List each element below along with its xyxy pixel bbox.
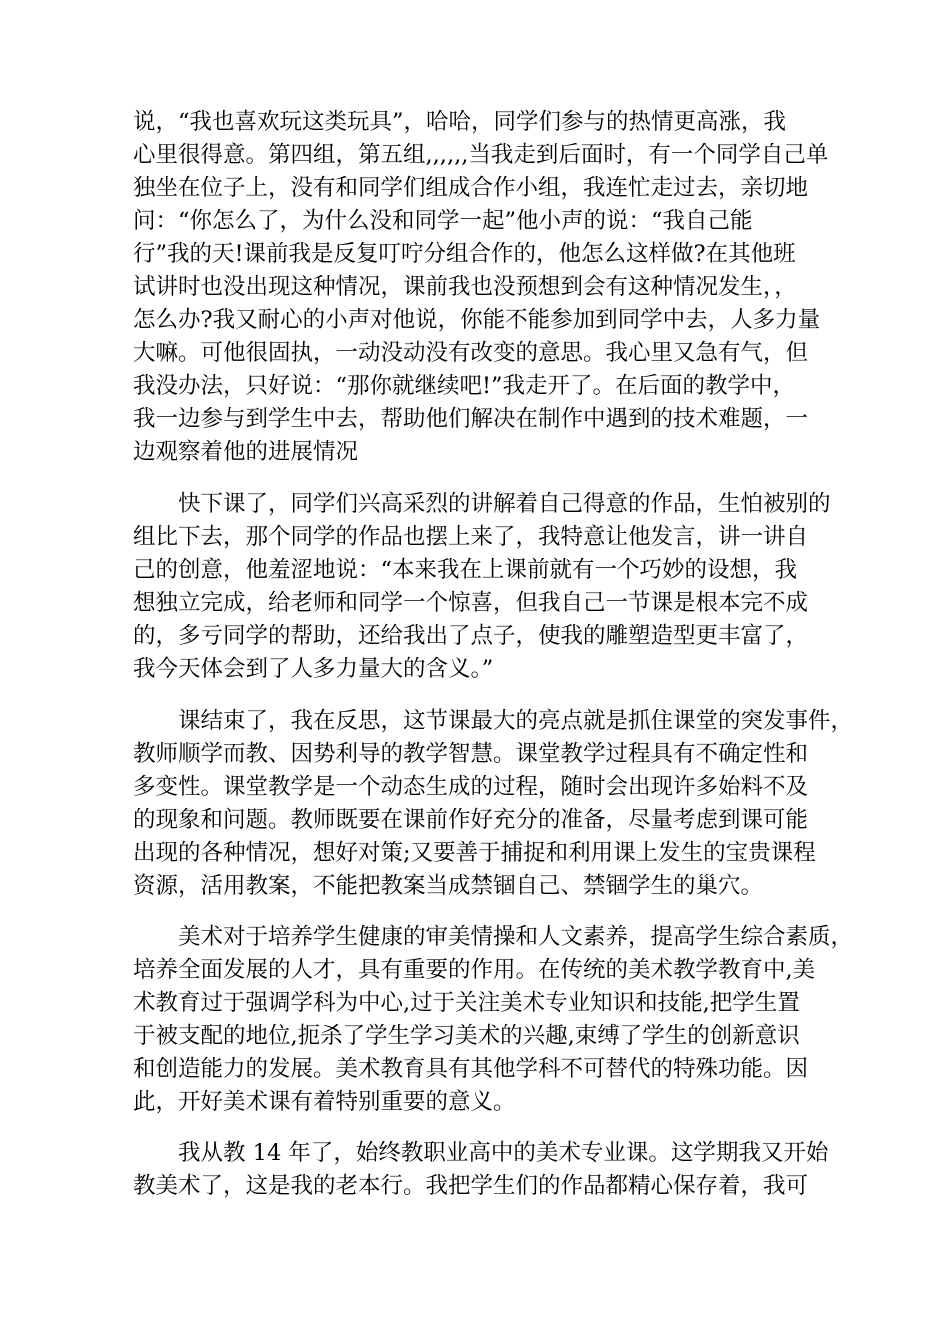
paragraph-line: 我今天体会到了人多力量大的含义。” <box>133 656 494 682</box>
paragraph-line: 我没办法，只好说：“那你就继续吧!”我走开了。在后面的教学中， <box>133 373 796 399</box>
paragraph-line: 多变性。课堂教学是一个动态生成的过程，随时会出现许多始料不及 <box>133 774 809 800</box>
paragraph-line: 试讲时也没出现这种情况，课前我也没预想到会有这种情况发生，， <box>133 274 797 300</box>
paragraph-line: 和创造能力的发展。美术教育具有其他学科不可替代的特殊功能。因 <box>133 1056 809 1082</box>
paragraph-line: 己的创意，他羞涩地说：“本来我在上课前就有一个巧妙的设想，我 <box>133 557 798 583</box>
paragraph-line: 想独立完成，给老师和同学一个惊喜，但我自己一节课是根本完不成 <box>133 590 809 616</box>
paragraph-line: 我一边参与到学生中去，帮助他们解决在制作中遇到的技术难题，一 <box>133 406 809 432</box>
paragraph-line: 课结束了，我在反思，这节课最大的亮点就是抓住课堂的突发事件， <box>178 708 854 734</box>
paragraph-line: 于被支配的地位,扼杀了学生学习美术的兴趣,束缚了学生的创新意识 <box>133 1023 800 1049</box>
paragraph-line: 怎么办?我又耐心的小声对他说，你能不能参加到同学中去，人多力量 <box>133 307 821 333</box>
paragraph-line: 术教育过于强调学科为中心,过于关注美术专业知识和技能,把学生置 <box>133 990 800 1016</box>
paragraph-line: 出现的各种情况，想好对策;又要善于捕捉和利用课上发生的宝贵课程 <box>133 840 816 866</box>
paragraph-2 <box>133 488 833 686</box>
paragraph-line: 的现象和问题。教师既要在课前作好充分的准备，尽量考虑到课可能 <box>133 807 809 833</box>
paragraph-line: 快下课了，同学们兴高采烈的讲解着自己得意的作品，生怕被别的 <box>178 491 831 517</box>
paragraph-line: 边观察着他的进展情况 <box>133 439 359 465</box>
paragraph-4 <box>133 921 854 1119</box>
paragraph-line: 独坐在位子上，没有和同学们组成合作小组，我连忙走过去，亲切地 <box>133 175 809 201</box>
paragraph-5 <box>133 1137 833 1203</box>
paragraph-line: 美术对于培养学生健康的审美情操和人文素养，提高学生综合素质， <box>178 924 854 950</box>
paragraph-line: 行”我的天!课前我是反复叮咛分组合作的，他怎么这样做?在其他班 <box>133 241 796 267</box>
paragraph-line: 我从教 14 年了，始终教职业高中的美术专业课。这学期我又开始 <box>178 1140 829 1166</box>
paragraph-line: 教美术了，这是我的老本行。我把学生们的作品都精心保存着，我可 <box>133 1173 809 1199</box>
paragraph-line: 大嘛。可他很固执，一动没动没有改变的意思。我心里又急有气，但 <box>133 340 809 366</box>
paragraph-line: 说，“我也喜欢玩这类玩具”，哈哈，同学们参与的热情更高涨，我 <box>133 109 787 135</box>
paragraph-line: 心里很得意。第四组，第五组,,,,,,当我走到后面时，有一个同学自己单 <box>133 142 829 168</box>
paragraph-line: 此，开好美术课有着特别重要的意义。 <box>133 1089 516 1115</box>
paragraph-line: 资源，活用教案，不能把教案当成禁锢自己、禁锢学生的巢穴。 <box>133 873 764 899</box>
paragraph-1 <box>133 106 833 469</box>
paragraph-line: 的，多亏同学的帮助，还给我出了点子，使我的雕塑造型更丰富了， <box>133 623 809 649</box>
paragraph-line: 问：“你怎么了，为什么没和同学一起”他小声的说：“我自己能 <box>133 208 753 234</box>
paragraph-3 <box>133 705 854 903</box>
paragraph-line: 组比下去，那个同学的作品也摆上来了，我特意让他发言，讲一讲自 <box>133 524 809 550</box>
paragraph-line: 培养全面发展的人才，具有重要的作用。在传统的美术教学教育中,美 <box>133 957 816 983</box>
paragraph-line: 教师顺学而教、因势利导的教学智慧。课堂教学过程具有不确定性和 <box>133 741 809 767</box>
